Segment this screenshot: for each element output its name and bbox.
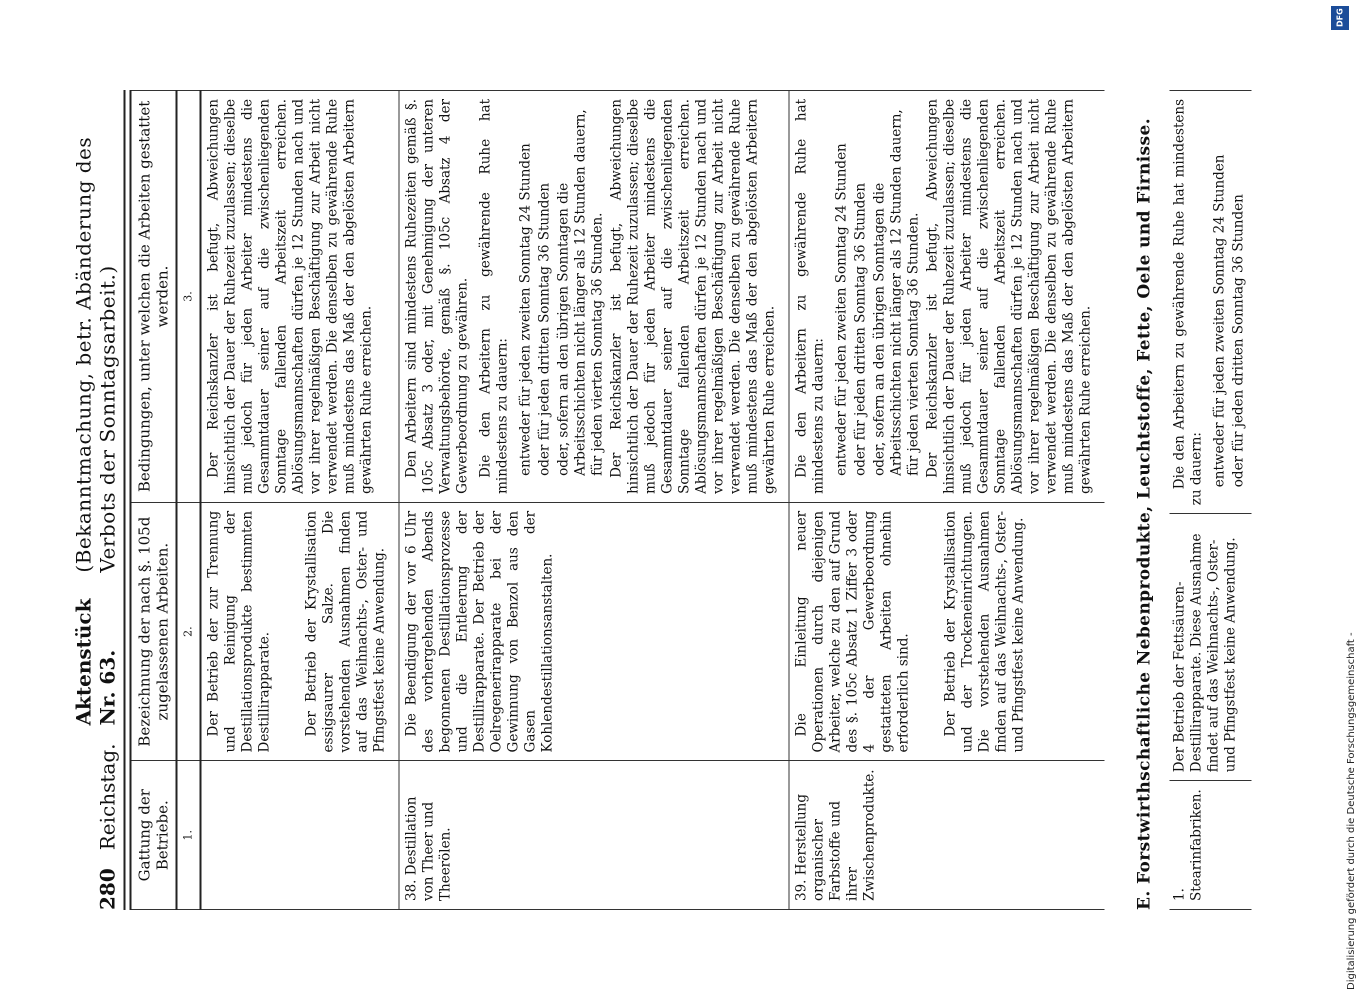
document-page [40,70,1313,930]
column-header-type: Gattung der Betriebe. [131,761,177,910]
work-paragraph: Die Einleitung neuer Operationen durch diejenigen Arbeiter, welche zu den auf Grund des §. 105c Absatz 1 Ziffer 3 oder 4 der Gewerbeordnung gestatteten Arbeiten ohnehin erforderlich sind. [793,510,912,753]
table-row [1170,91,1252,910]
condition-option: entweder für jeden zweiten Sonntag 24 Stunden [517,143,534,476]
conditions-paragraph: Der Reichskanzler ist befugt, Abweichungen hinsichtlich der Dauer der Ruhezeit zuzulassen; dieselbe muß jedoch für jeden Arbeiter mindestens die Gesammtdauer seiner auf die zwischenliegenden Sonntage fallenden Arbeitszeit erreichen. Ablösungsmannschaften dürfen je 12 Stunden nach und vor ihrer regelmäßigen Beschäftigung zur Arbeit nicht verwendet werden. Die denselben zu gewährende Ruhe muß mindestens das Maß der den abgelösten Arbeitern gewährten Ruhe erreichen. [205,99,375,494]
condition-option: oder für jeden dritten Sonntag 36 Stunden [536,182,553,476]
publisher: Reichstag. [95,743,120,851]
work-paragraph: Die Beendigung der vor 6 Uhr des vorhergehenden Abends begonnenen Destillationsprozesse und die Entleerung der Destillirapparate. Der Betrieb der Oelregenerirapparate bei der Gewinnung von Benzol aus den Gasen der Kohlendestillationsanstalten. [403,510,556,753]
work-cell [201,502,400,761]
work-cell [399,502,789,761]
document-number: Aktenstück Nr. 63. [71,598,120,726]
document-title: (Bekanntmachung, betr. Abänderung des Verbots der Sonntagsarbeit.) [71,136,120,573]
condition-option: oder für jeden dritten Sonntag 36 Stunden [852,182,869,476]
column-number-3: 3. [177,91,201,503]
work-cell: Der Betrieb der Fettsäuren-Destillirapparate. Diese Ausnahme findet auf das Weihnachts-, Oster- und Pfingstfest keine Anwendung. [1170,514,1252,781]
digitization-notice [1328,0,1357,1000]
table-row [201,91,400,910]
table-row [399,91,789,910]
column-number-2: 2. [177,502,201,761]
condition-option: entweder für jeden zweiten Sonntag 24 Stunden [833,143,850,476]
conditions-intro: Den Arbeitern sind mindestens Ruhezeiten gemäß §. 105c Absatz 3 oder, mit Genehmigung der unteren Verwaltungsbehörde, gemäß §. 105c Absatz 4 der Gewerbeordnung zu gewähren. [403,99,471,494]
regulation-table [130,90,1105,910]
section-heading: E. Forstwirthschaftliche Nebenprodukte, Leuchtstoffe, Fette, Oele und Firnisse. [1134,117,1155,910]
conditions-paragraph: Der Reichskanzler ist befugt, Abweichungen hinsichtlich der Dauer der Ruhezeit zuzulassen; dieselbe muß jedoch für jeden Arbeiter mindestens die Gesammtdauer seiner auf die zwischenliegenden Sonntage fallenden Arbeitszeit erreichen. Ablösungsmannschaften dürfen je 12 Stunden nach und vor ihrer regelmäßigen Beschäftigung zur Arbeit nicht verwendet werden. Die denselben zu gewährende Ruhe muß mindestens das Maß der den abgelösten Arbeitern gewährten Ruhe erreichen. [924,99,1094,494]
work-paragraph: Der Betrieb der Krystallisation und der Trockeneinrichtungen. Die vorstehenden Ausnahmen finden auf das Weihnachts-, Oster- und Pfingstfest keine Anwendung. [942,510,1027,753]
work-cell [789,502,1105,761]
conditions-paragraph: Der Reichskanzler ist befugt, Abweichungen hinsichtlich der Dauer der Ruhezeit zuzulassen; dieselbe muß jedoch für jeden Arbeiter mindestens die Gesammtdauer seiner auf die zwischenliegenden Sonntage fallenden Arbeitszeit erreichen. Ablösungsmannschaften dürfen je 12 Stunden nach und vor ihrer regelmäßigen Beschäftigung zur Arbeit nicht verwendet werden. Die denselben zu gewährende Ruhe muß mindestens das Maß der den abgelösten Arbeitern gewährten Ruhe erreichen. [608,99,778,494]
type-cell [201,761,400,910]
page-header [71,90,126,910]
condition-option: entweder für jeden zweiten Sonntag 24 Stunden [1211,154,1228,488]
type-cell: 38. Destillation von Theer und Theerölen. [399,761,789,910]
conditions-cell [789,91,1105,503]
condition-option: oder, sofern an den übrigen Sonntagen die Arbeitsschichten nicht länger als 12 Stunden dauern, für jeden vierten Sonntag 36 Stunden. [555,109,606,476]
section-e-table [1170,90,1252,910]
type-cell: 39. Herstellung organischer Farbstoffe und ihrer Zwischenprodukte. [789,761,1105,910]
conditions-lead: Die den Arbeitern zu gewährende Ruhe hat mindestens zu dauern: [1171,99,1205,506]
conditions-cell [399,91,789,503]
conditions-lead: Die den Arbeitern zu gewährende Ruhe hat mindestens zu dauern: [793,99,827,494]
work-paragraph: Der Betrieb der zur Trennung und Reinigung der Destillationsprodukte bestimmten Destillirapparate. [205,510,273,753]
column-header-conditions: Bedingungen, unter welchen die Arbeiten gestattet werden. [131,91,177,503]
conditions-lead: Die den Arbeitern zu gewährende Ruhe hat mindestens zu dauern: [477,99,511,494]
page-number: 280 [95,868,120,910]
condition-option: oder, sofern an den übrigen Sonntagen die Arbeitsschichten nicht länger als 12 Stunden dauern, für jeden vierten Sonntag 36 Stunden. [871,109,922,476]
conditions-cell [1170,91,1252,514]
column-number-1: 1. [177,761,201,910]
condition-option: oder für jeden dritten Sonntag 36 Stunden [1230,194,1247,488]
column-header-work: Bezeichnung der nach §. 105d zugelassenen Arbeiten. [131,502,177,761]
digitization-text: Digitalisierung gefördert durch die Deutsche Forschungsgemeinschaft - [1346,632,1357,990]
table-row [789,91,1105,910]
conditions-cell [201,91,400,503]
work-paragraph: Der Betrieb der Krystallisation essigsaurer Salze. Die vorstehenden Ausnahmen finden auf das Weihnachts-, Oster- und Pfingstfest keine Anwendung. [303,510,388,753]
dfg-logo: DFG [1331,6,1349,30]
type-cell: 1. Stearinfabriken. [1170,781,1252,910]
